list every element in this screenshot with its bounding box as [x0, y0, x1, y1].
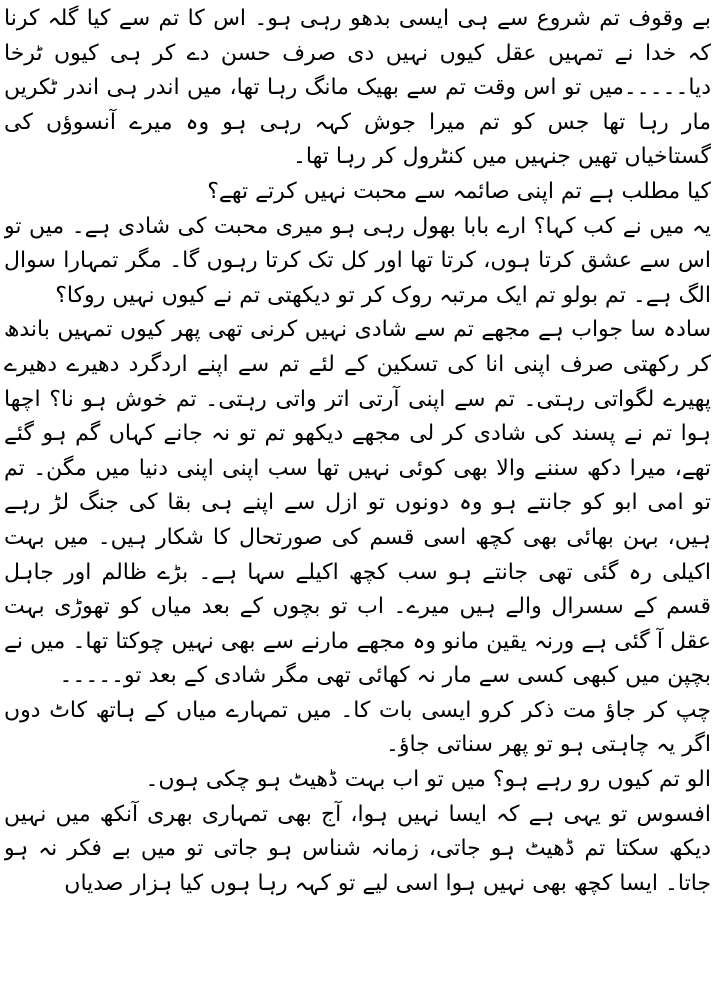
document-page: [4, 2, 711, 987]
paragraph-4: سادہ سا جواب ہے مجھے تم سے شادی نہیں کرنی تھی پھر کیوں تمہیں باندھ کر رکھتی صرف اپنی انا کی تسکین کے لئے تم سے اپنے اردگرد دھیرے دھیرے پھیرے لگواتی رہتی۔ تم سے اپنی آرتی اتر واتی رہتی۔ تم خوش ہو نا؟ اچھا ہوا تم نے پسند کی شادی کر لی مجھے دیکھو تم تو نہ جانے کہاں گم ہو گئے تھے، میرا دکھ سننے والا بھی کوئی نہیں تھا سب اپنی اپنی دنیا میں مگن۔ تم تو امی ابو کو جانتے ہو وہ دونوں تو ازل سے اپنے ہی بقا کی جنگ لڑ رہے ہیں، بہن بھائی بھی کچھ اسی قسم کی صورتحال کا شکار ہیں۔ میں بہت اکیلی رہ گئی تھی جانتے ہو سب کچھ اکیلے سہا ہے۔ بڑے ظالم اور جاہل قسم کے سسرال والے ہیں میرے۔ اب تو بچوں کے بعد میاں کو تھوڑی بہت عقل آ گئی ہے ورنہ یقین مانو وہ مجھے مارنے سے بھی نہیں چوکتا تھا۔ میں نے بچپن میں کبھی کسی سے مار نہ کھائی تھی مگر شادی کے بعد تو۔۔۔۔۔: [4, 317, 711, 689]
paragraph-6: الو تم کیوں رو رہے ہو؟ میں تو اب بہت ڈھیٹ ہو چکی ہوں۔: [145, 767, 711, 793]
paragraph-2: کیا مطلب ہے تم اپنی صائمہ سے محبت نہیں کرتے تھے؟: [207, 178, 711, 204]
paragraph-3: یہ میں نے کب کہا؟ ارے بابا بھول رہی ہو میری محبت کی شادی ہے۔ میں تو اس سے عشق کرتا ہوں، کرتا تھا اور کل تک کرتا رہوں گا۔ مگر تمہارا سوال الگ ہے۔ تم بولو تم ایک مرتبہ روک کر تو دیکھتی تم نے کیوں نہیں روکا؟: [4, 213, 711, 308]
paragraph-7: افسوس تو یہی ہے کہ ایسا نہیں ہوا، آج بھی تمہاری بھری آنکھ میں نہیں دیکھ سکتا تم ڈھیٹ ہو جاتی، زمانہ شناس ہو جاتی تو میں بے فکر نہ ہو جاتا۔ ایسا کچھ بھی نہیں ہوا اسی لیے تو کہہ رہا ہوں کیا ہزار صدیاں: [4, 801, 711, 896]
paragraph-5: چپ کر جاؤ مت ذکر کرو ایسی بات کا۔ میں تمہارے میاں کے ہاتھ کاٹ دوں اگر یہ چاہتی ہو تو پھر سناتی جاؤ۔: [4, 697, 711, 758]
paragraph-1: بے وقوف تم شروع سے ہی ایسی بدھو رہی ہو۔ اس کا تم سے کیا گلہ کرنا کہ خدا نے تمہیں عقل کیوں نہیں دی صرف حسن دے کر ہی کیوں ٹرخا دیا۔۔۔۔۔میں تو اس وقت تم سے بھیک مانگ رہا تھا، میں اندر ہی اندر ٹکریں مار رہا تھا جس کو تم میرا جوش کہہ رہی ہو وہ میرے آنسوؤں کی گستاخیاں تھیں جنہیں میں کنٹرول کر رہا تھا۔: [4, 6, 711, 170]
